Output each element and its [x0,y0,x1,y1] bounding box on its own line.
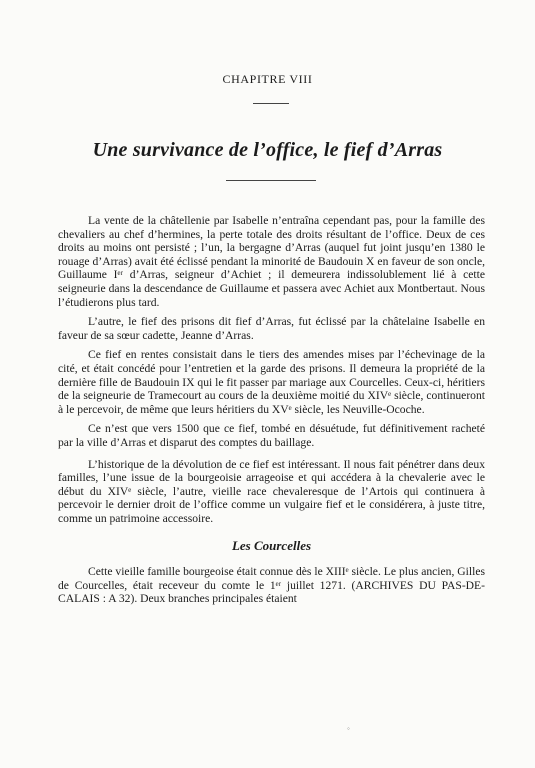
chapter-title: Une survivance de l’office, le fief d’Arras [92,139,443,161]
paragraph: Ce fief en rentes consistait dans le tiers des amendes mises par l’échevinage de la cité, et était concédé pour l’entretien et la garde des prisons. Il demeura la propriété de la dernière fille de Baudouin IX qui le fit passer par mariage aux Courcelles. Ceux-ci, héritiers de la seigneurie de Tramecourt au cours de la deuxième moitié du XIVᵉ siècle, continueront à le percevoir, de même que leurs héritiers du XVᵉ siècle, les Neuville-Ocoche. [58,348,485,416]
paragraph: Ce n’est que vers 1500 que ce fief, tombé en désuétude, fut définitivement racheté par la ville d’Arras et disparut des comptes du baillage. [58,422,485,449]
paragraph: La vente de la châtellenie par Isabelle n’entraîna cependant pas, pour la famille des chevaliers au chef d’hermines, la perte totale des droits résultant de l’office. Deux de ces droits au moins ont persisté ; l’un, la bergagne d’Arras (auquel fut joint jusqu’en 1380 le rouage d’Arras) avait été éclissé pendant la minorité de Baudouin X en faveur de son oncle, Guillaume Iᵉʳ d’Arras, seigneur d’Achiet ; il demeurera indissolublement lié à cette seigneurie dans la descendance de Guillaume et passera avec Achiet aux Montbertaut. Nous l’étudierons plus tard. [58,214,485,309]
chapter-label: CHAPITRE VIII [222,72,313,86]
paragraph: L’historique de la dévolution de ce fief est intéressant. Il nous fait pénétrer dans deux familles, l’une issue de la bourgeoisie arrageoise et qui accédera à la chevalerie avec le début du XIVᵉ siècle, l’autre, vieille race chevaleresque de l’Artois qui continuera à percevoir le dernier droit de l’office comme un vulgaire fief et le considérera, à juste titre, comme un patrimoine accessoire. [58,457,485,525]
body-text [58,214,485,612]
paragraph: Cette vieille famille bourgeoise était connue dès le XIIIᵉ siècle. Le plus ancien, Gilles de Courcelles, était receveur du comte le 1ᵉʳ juillet 1271. (ARCHIVES DU PAS-DE-CALAIS : A 32). Deux branches principales étaient [58,565,485,606]
section-heading: Les Courcelles [231,538,312,554]
page-mark: ◦ [347,724,350,733]
title-divider [226,180,316,181]
chapter-divider [253,103,289,104]
paragraph: L’autre, le fief des prisons dit fief d’Arras, fut éclissé par la châtelaine Isabelle en faveur de sa sœur cadette, Jeanne d’Arras. [58,315,485,342]
